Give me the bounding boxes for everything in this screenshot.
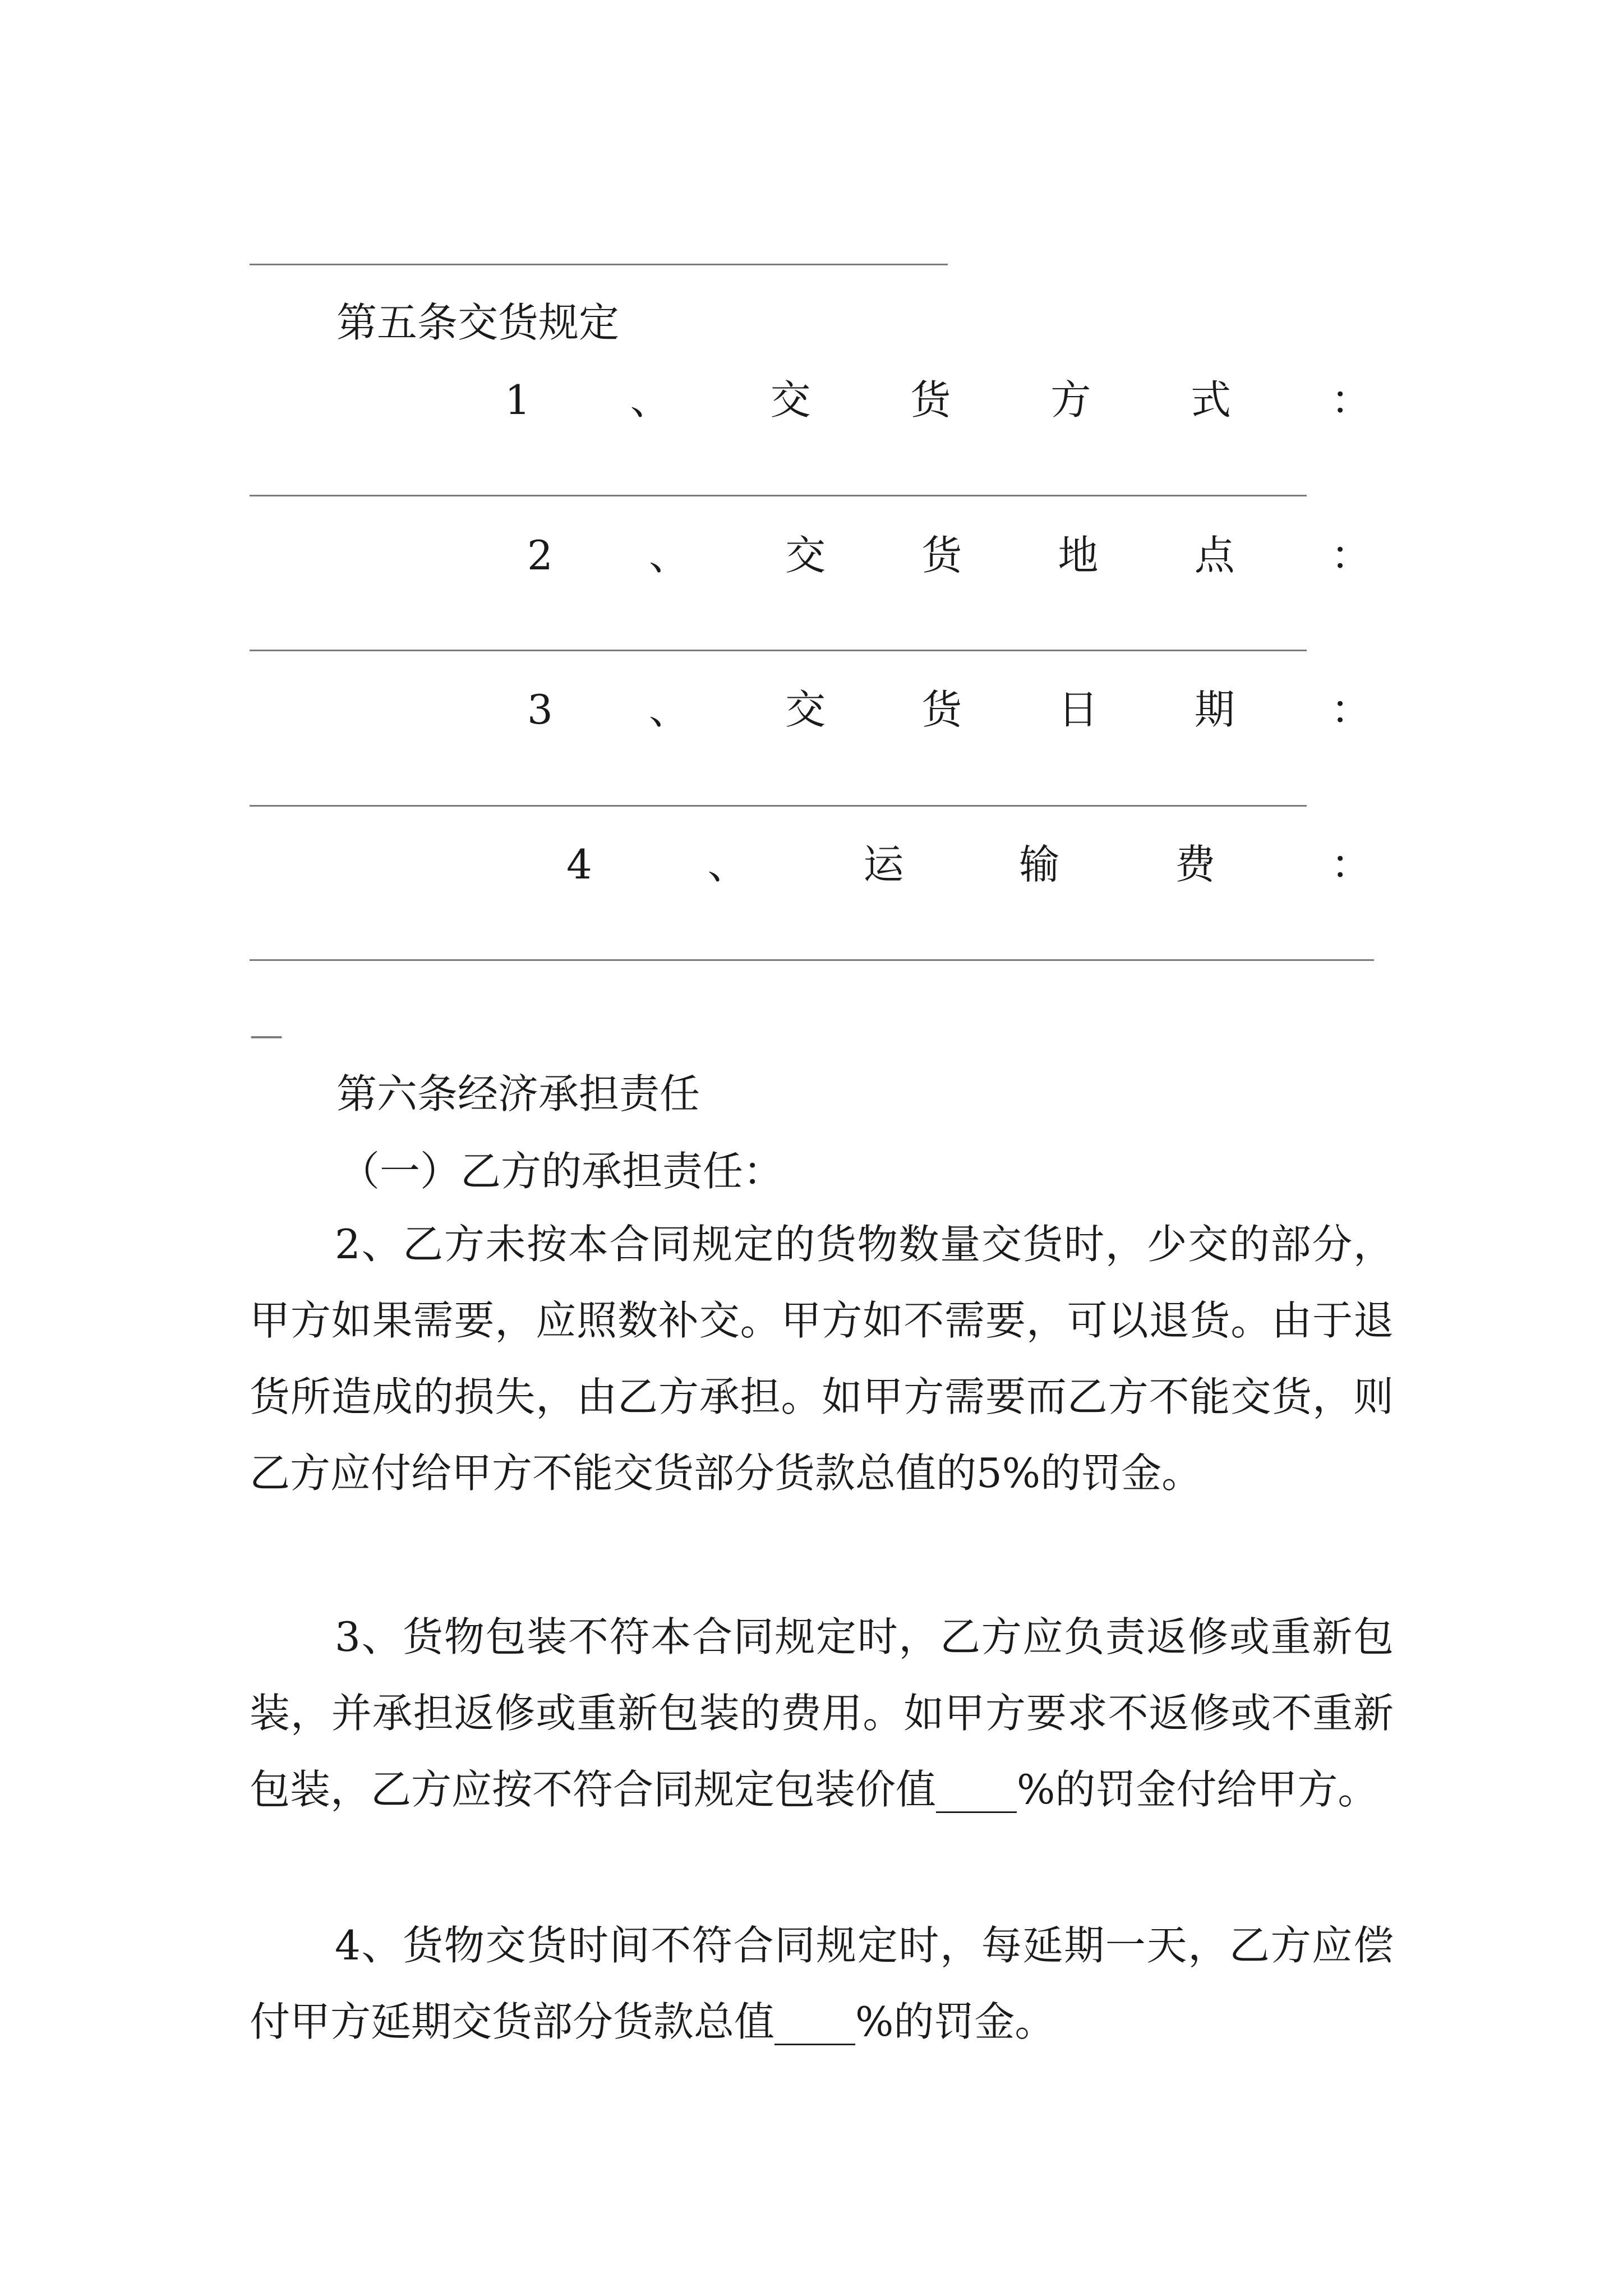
item-number: 1: [505, 376, 531, 424]
item-number: 2: [527, 532, 553, 579]
item-char: 日: [1058, 686, 1099, 733]
item-separator: 、: [648, 532, 689, 579]
item-char: 费: [1175, 841, 1216, 888]
delivery-item-1: [505, 375, 1371, 425]
item-char: 运: [863, 841, 904, 888]
article-6-subtitle: （一）乙方的承担责任：: [339, 1148, 784, 1195]
clause-paragraph-2: [250, 1206, 1394, 1511]
item-char: 货: [910, 376, 951, 424]
item-separator: 、: [648, 686, 689, 733]
clause-text: 4、货物交货时间不符合同规定时，每延期一天，乙方应偿付甲方延期交货部分货款总值____%的罚金。: [250, 1922, 1394, 2045]
article-5-title: 第五条交货规定: [336, 299, 620, 346]
blank-line-item-3: [250, 805, 1307, 807]
item-char: 货: [921, 686, 962, 733]
item-separator: 、: [630, 376, 671, 424]
item-char: 期: [1194, 686, 1235, 733]
item-char: 交: [785, 532, 826, 579]
item-colon: ：: [1330, 841, 1371, 888]
item-colon: ：: [1330, 376, 1371, 424]
clause-text: 3、货物包装不符本合同规定时，乙方应负责返修或重新包装，并承担返修或重新包装的费用。如甲方要求不返修或不重新包装，乙方应按不符合同规定包装价值____%的罚金付给甲方。: [250, 1613, 1394, 1813]
item-char: 点: [1194, 532, 1235, 579]
item-number: 4: [566, 841, 592, 888]
item-number: 3: [527, 686, 553, 733]
blank-line-item-2: [250, 650, 1307, 651]
blank-line-item-4: [250, 959, 1374, 961]
item-separator: 、: [707, 841, 748, 888]
clause-text: 2、乙方未按本合同规定的货物数量交货时，少交的部分，甲方如果需要，应照数补交。甲方如不需要，可以退货。由于退货所造成的损失，由乙方承担。如甲方需要而乙方不能交货，则乙方应付给甲方不能交货部分货款总值的5%的罚金。: [250, 1221, 1394, 1497]
item-char: 输: [1019, 841, 1060, 888]
delivery-item-4: [566, 839, 1371, 890]
item-char: 交: [785, 686, 826, 733]
clause-paragraph-4: [250, 1907, 1394, 2060]
trailing-dash: —: [250, 1015, 283, 1055]
item-char: 地: [1058, 532, 1099, 579]
blank-line-top: [250, 264, 948, 265]
blank-line-item-1: [250, 495, 1307, 496]
item-char: 式: [1191, 376, 1232, 424]
item-char: 方: [1050, 376, 1091, 424]
delivery-item-2: [527, 530, 1371, 581]
item-char: 交: [770, 376, 811, 424]
clause-paragraph-3: [250, 1599, 1394, 1828]
delivery-item-3: [527, 684, 1371, 735]
item-colon: ：: [1330, 686, 1371, 733]
article-6-title: 第六条经济承担责任: [336, 1070, 700, 1117]
item-char: 货: [921, 532, 962, 579]
item-colon: ：: [1330, 532, 1371, 579]
